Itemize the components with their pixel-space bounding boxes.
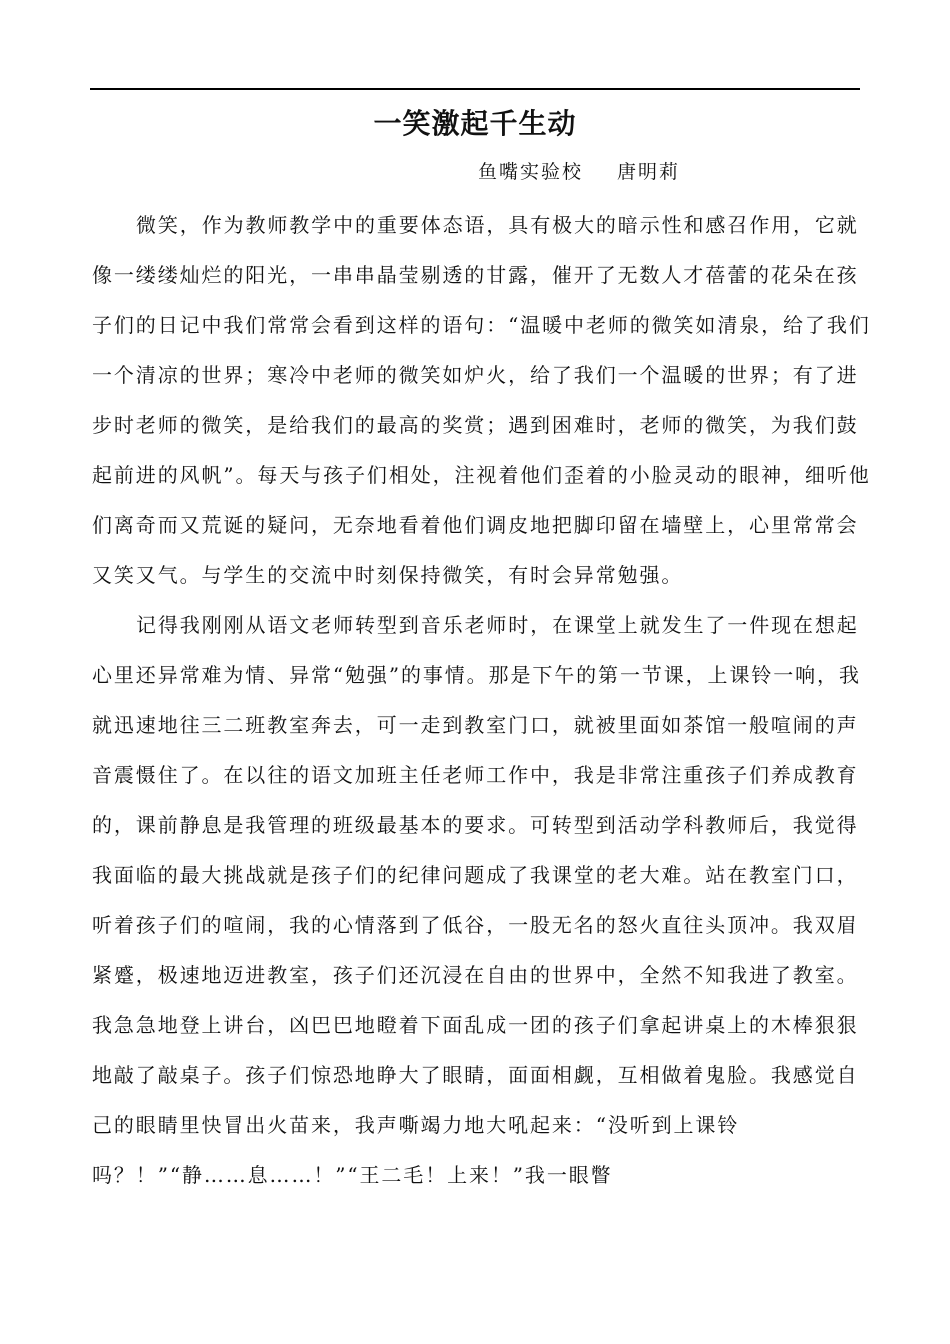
body-paragraph: 微笑，作为教师教学中的重要体态语，具有极大的暗示性和感召作用，它就像一缕缕灿烂的阳光，一串串晶莹剔透的甘露，催开了无数人才蓓蕾的花朵在孩子们的日记中我们常常会看到这样的语句：“温暖中老师的微笑如清泉，给了我们一个清凉的世界；寒冷中老师的微笑如炉火，给了我们一个温暖的世界；有了进步时老师的微笑，是给我们的最高的奖赏；遇到困难时，老师的微笑，为我们鼓起前进的风帆”。每天与孩子们相处，注视着他们歪着的小脸灵动的眼神，细听他们离奇而又荒诞的疑问，无奈地看着他们调皮地把脚印留在墙壁上，心里常常会又笑又气。与学生的交流中时刻保持微笑，有时会异常勉强。 — [92, 213, 871, 587]
body-paragraph: 记得我刚刚从语文老师转型到音乐老师时，在课堂上就发生了一件现在想起心里还异常难为情、异常“勉强”的事情。那是下午的第一节课，上课铃一响，我就迅速地往三二班教室奔去，可一走到教室门口，就被里面如茶馆一般喧闹的声音震慑住了。在以往的语文加班主任老师工作中，我是非常注重孩子们养成教育的，课前静息是我管理的班级最基本的要求。可转型到活动学科教师后，我觉得我面临的最大挑战就是孩子们的纪律问题成了我课堂的老大难。站在教室门口，听着孩子们的喧闹，我的心情落到了低谷，一股无名的怒火直往头顶冲。我双眉紧蹙，极速地迈进教室，孩子们还沉浸在自由的世界中，全然不知我进了教室。我急急地登上讲台，凶巴巴地瞪着下面乱成一团的孩子们拿起讲桌上的木棒狠狠地敲了敲桌子。孩子们惊恐地睁大了眼睛，面面相觑，互相做着鬼脸。我感觉自己的眼睛里快冒出火苗来，我声嘶竭力地大吼起来：“没听到上课铃吗？！”“静……息……！”“王二毛！上来！”我一眼瞥 — [92, 613, 861, 1187]
header-rule — [90, 88, 860, 90]
author-name: 唐明莉 — [617, 161, 681, 183]
document-title: 一笑激起千生动 — [373, 107, 577, 140]
byline — [478, 157, 680, 187]
author-school: 鱼嘴实验校 — [478, 161, 584, 183]
article-body — [92, 200, 872, 1200]
